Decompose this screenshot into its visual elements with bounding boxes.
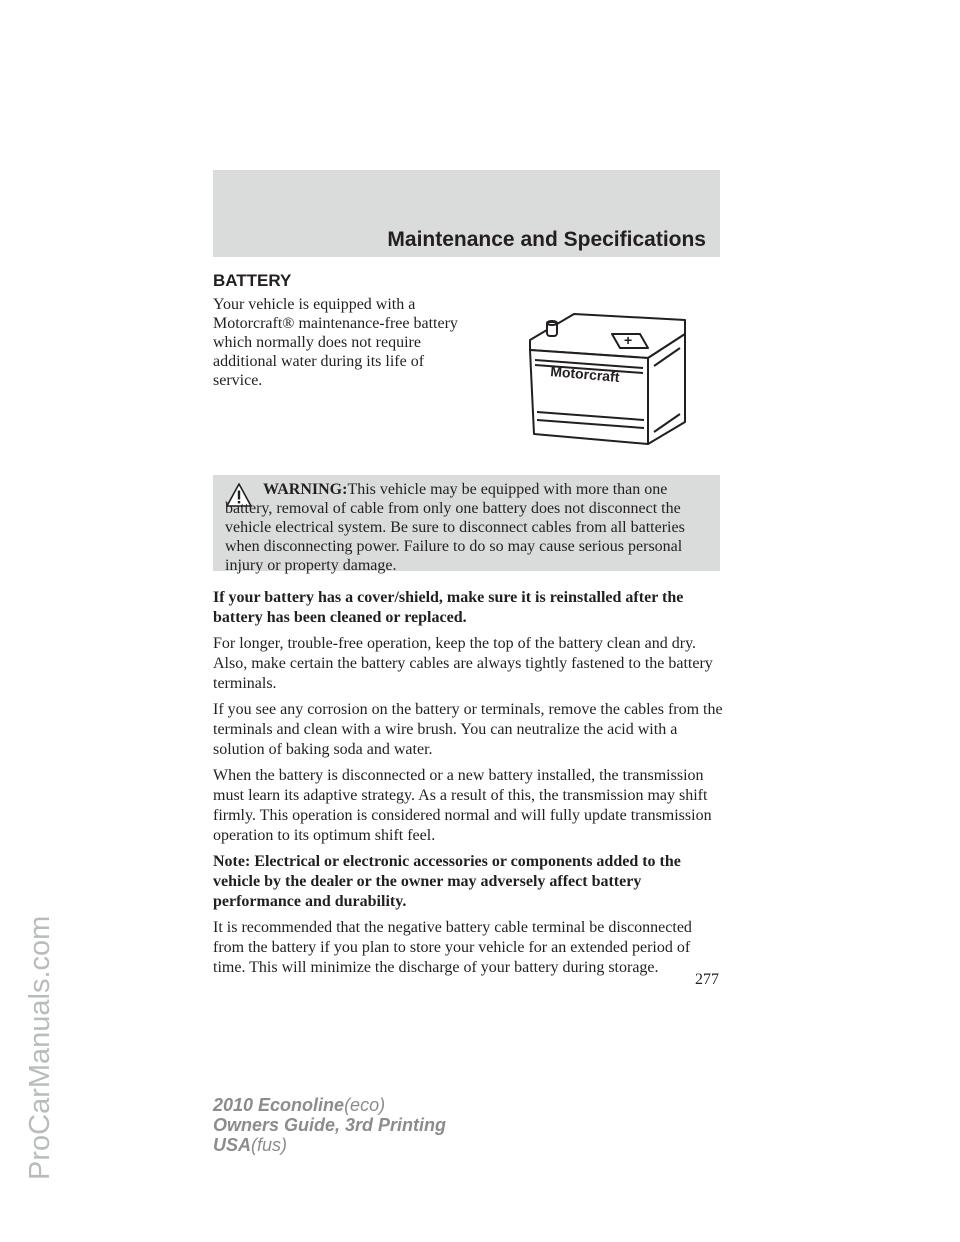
warning-box — [213, 475, 720, 574]
footer-model: 2010 Econoline — [213, 1095, 345, 1115]
warning-body: This vehicle may be equipped with more than one battery, removal of cable from only one battery does not disconnect the vehicle electrical system. Be sure to disconnect cables from all batteries when disconnecting power. Failure to do so may cause serious personal injury or property damage. — [225, 481, 685, 574]
page-number: 277 — [695, 971, 719, 988]
paragraph-clean-terminals: For longer, trouble-free operation, keep the top of the battery clean and dry. Also, make certain the battery cables are always tightly fastened to the battery terminals. — [213, 635, 713, 692]
footer-market: USA — [213, 1135, 252, 1155]
footer-model-code: (eco) — [344, 1095, 386, 1115]
paragraph-corrosion: If you see any corrosion on the battery or terminals, remove the cables from the terminals and clean with a wire brush. You can neutralize the acid with a solution of baking soda and water. — [213, 701, 723, 758]
page-header-title: Maintenance and Specifications — [387, 228, 706, 251]
battery-brand-label: Motorcraft — [549, 363, 621, 386]
warning-text — [225, 480, 715, 575]
section-title: BATTERY — [213, 271, 292, 290]
paragraph-adaptive-strategy: When the battery is disconnected or a new battery installed, the transmission must learn its adaptive strategy. As a result of this, the transmission may shift firmly. This operation is considered normal and will fully update transmission operation to its optimum shift feel. — [213, 767, 712, 844]
footer-market-code: (fus) — [251, 1135, 288, 1155]
paragraph-note-accessories: Note: Electrical or electronic accessories or components added to the vehicle by the dealer or the owner may adversely affect battery performance and durability. — [213, 853, 681, 910]
paragraph-storage: It is recommended that the negative battery cable terminal be disconnected from the battery if you plan to store your vehicle for an extended period of time. This will minimize the discharge of your battery during storage. — [213, 919, 692, 976]
watermark: ProCarManuals.com — [24, 915, 56, 1180]
battery-plus-symbol: + — [624, 332, 633, 348]
paragraph-cover-shield: If your battery has a cover/shield, make sure it is reinstalled after the battery has been cleaned or replaced. — [213, 589, 684, 626]
footer-printing: Owners Guide, 3rd Printing — [213, 1115, 447, 1135]
warning-label: WARNING: — [263, 481, 348, 498]
footer — [213, 1095, 446, 1155]
header-band — [213, 170, 720, 257]
battery-illustration — [520, 304, 700, 446]
intro-paragraph: Your vehicle is equipped with a Motorcraft® maintenance-free battery which normally does not require additional water during its life of service. — [213, 296, 458, 389]
